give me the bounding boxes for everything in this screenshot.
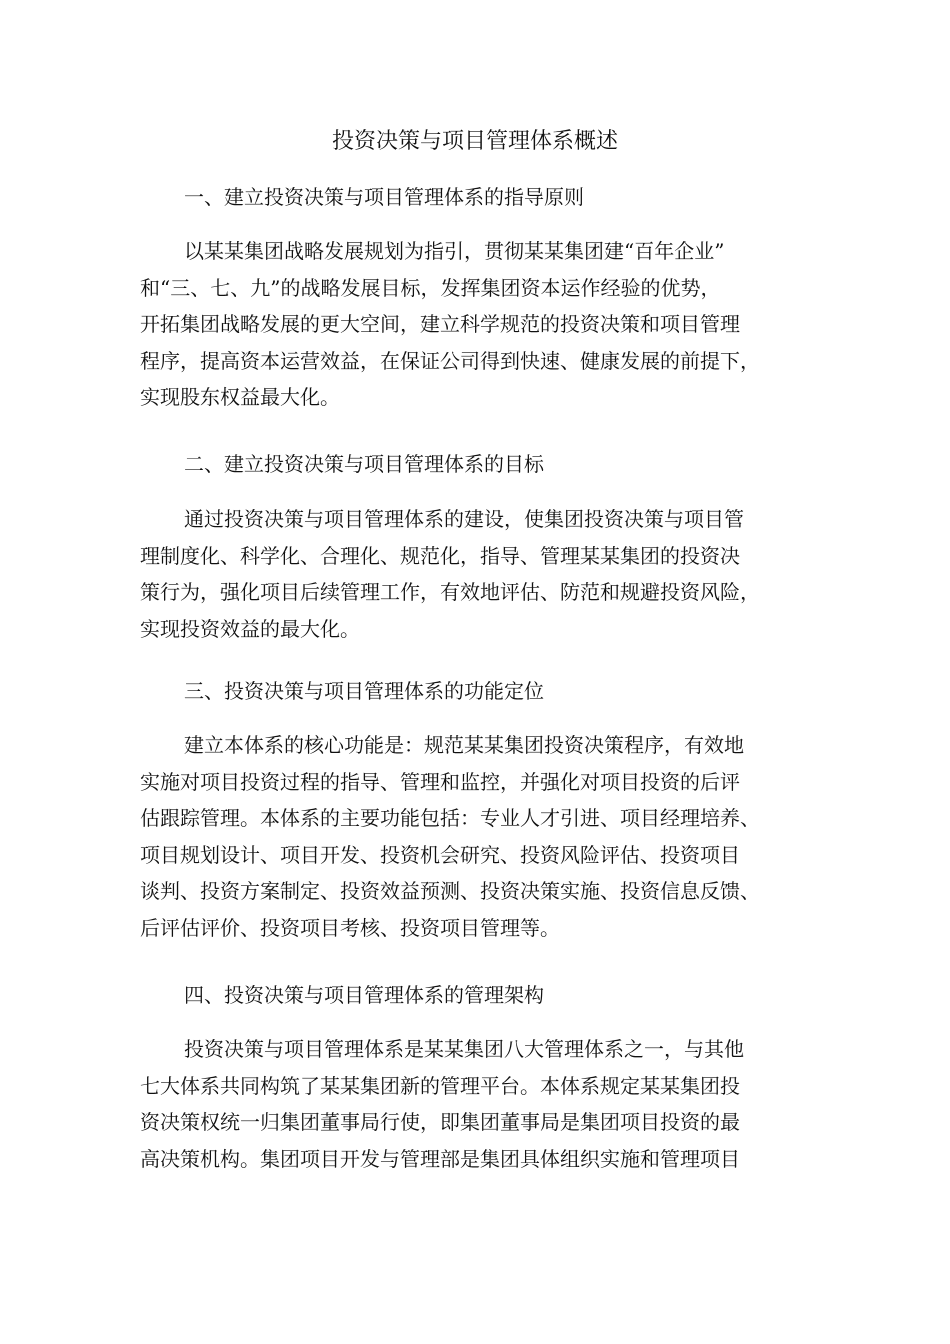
paragraph-line: 程序，提高资本运营效益，在保证公司得到快速、健康发展的前提下， bbox=[140, 348, 760, 373]
paragraph-line: 开拓集团战略发展的更大空间，建立科学规范的投资决策和项目管理 bbox=[140, 312, 740, 336]
paragraph-line: 通过投资决策与项目管理体系的建设，使集团投资决策与项目管 bbox=[184, 507, 744, 531]
paragraph-line: 建立本体系的核心功能是：规范某某集团投资决策程序，有效地 bbox=[184, 733, 744, 757]
paragraph-line: 理制度化、科学化、合理化、规范化，指导、管理某某集团的投资决 bbox=[140, 543, 740, 568]
paragraph-line: 资决策权统一归集团董事局行使，即集团董事局是集团项目投资的最 bbox=[140, 1110, 740, 1134]
paragraph-line: 实现股东权益最大化。 bbox=[140, 385, 340, 409]
section-heading-1: 一、建立投资决策与项目管理体系的指导原则 bbox=[184, 185, 584, 209]
paragraph-line: 谈判、投资方案制定、投资效益预测、投资决策实施、投资信息反馈、 bbox=[140, 879, 760, 903]
paragraph-line: 和“三、七、九”的战略发展目标，发挥集团资本运作经验的优势， bbox=[140, 275, 721, 300]
section-paragraph-4 bbox=[140, 1031, 820, 1177]
paragraph-line: 实施对项目投资过程的指导、管理和监控，并强化对项目投资的后评 bbox=[140, 769, 740, 794]
paragraph-line: 项目规划设计、项目开发、投资机会研究、投资风险评估、投资项目 bbox=[140, 842, 740, 867]
paragraph-line: 后评估评价、投资项目考核、投资项目管理等。 bbox=[140, 915, 560, 940]
section-paragraph-1 bbox=[140, 233, 820, 416]
section-heading-4: 四、投资决策与项目管理体系的管理架构 bbox=[184, 983, 544, 1007]
paragraph-line: 策行为，强化项目后续管理工作，有效地评估、防范和规避投资风险， bbox=[140, 580, 760, 604]
paragraph-line: 实现投资效益的最大化。 bbox=[140, 616, 360, 641]
paragraph-line: 以某某集团战略发展规划为指引，贯彻某某集团建“百年企业” bbox=[184, 239, 725, 263]
section-paragraph-2 bbox=[140, 501, 820, 647]
paragraph-line: 投资决策与项目管理体系是某某集团八大管理体系之一，与其他 bbox=[184, 1037, 744, 1061]
paragraph-line: 估跟踪管理。本体系的主要功能包括：专业人才引进、项目经理培养、 bbox=[140, 806, 760, 830]
section-paragraph-3 bbox=[140, 727, 820, 946]
section-heading-2: 二、建立投资决策与项目管理体系的目标 bbox=[184, 452, 544, 476]
document-title: 投资决策与项目管理体系概述 bbox=[331, 129, 618, 154]
paragraph-line: 七大体系共同构筑了某某集团新的管理平台。本体系规定某某集团投 bbox=[140, 1073, 740, 1098]
paragraph-line: 高决策机构。集团项目开发与管理部是集团具体组织实施和管理项目 bbox=[140, 1146, 740, 1171]
section-heading-3: 三、投资决策与项目管理体系的功能定位 bbox=[184, 679, 544, 703]
